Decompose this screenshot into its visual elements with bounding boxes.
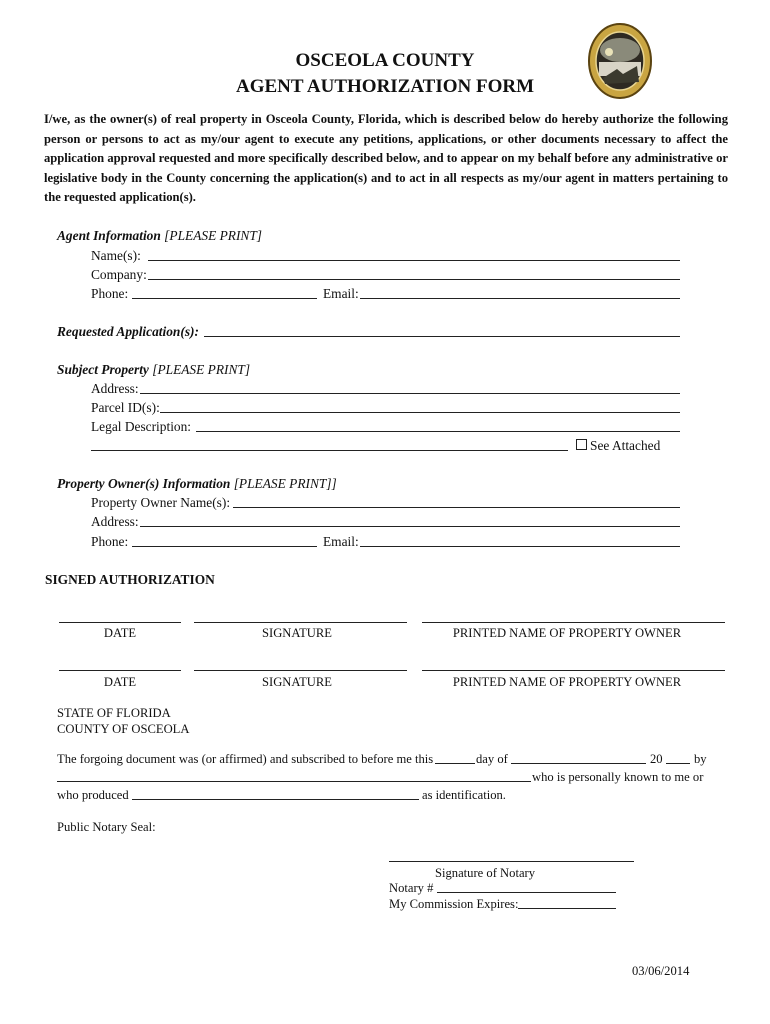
legal-description-field-line2[interactable]	[91, 450, 568, 451]
parcel-id-label: Parcel ID(s):	[91, 400, 160, 415]
date-caption-1: DATE	[103, 626, 137, 640]
agent-company-field[interactable]	[148, 279, 680, 280]
legal-description-field[interactable]	[196, 431, 680, 432]
see-attached-checkbox[interactable]	[576, 439, 587, 450]
notary-month-field[interactable]	[511, 763, 646, 764]
form-title-county: OSCEOLA COUNTY	[295, 50, 475, 71]
agent-phone-label: Phone:	[91, 286, 129, 301]
subject-print-note: [PLEASE PRINT]	[152, 362, 251, 377]
form-revision-date: 03/06/2014	[632, 964, 690, 978]
form-title: AGENT AUTHORIZATION FORM	[235, 76, 535, 97]
requested-application-label: Requested Application(s):	[57, 324, 199, 339]
signed-authorization-heading: SIGNED AUTHORIZATION	[45, 572, 215, 587]
agent-names-field[interactable]	[148, 260, 680, 261]
notary-signature-field[interactable]	[389, 861, 634, 862]
owner-heading: Property Owner(s) Information	[57, 476, 231, 491]
county-label: COUNTY OF OSCEOLA	[57, 722, 190, 736]
notary-by-label: by	[694, 752, 707, 766]
notary-identification-text: as identification.	[422, 788, 506, 802]
subject-address-label: Address:	[91, 381, 139, 396]
owner-address-field[interactable]	[140, 526, 680, 527]
notary-statement-part1: The forgoing document was (or affirmed) and subscribed to before me this	[57, 752, 434, 766]
county-seal-icon	[587, 22, 653, 100]
notary-number-label: Notary #	[389, 881, 434, 895]
agent-heading: Agent Information	[57, 228, 161, 243]
notary-produced-label: who produced	[57, 788, 129, 802]
authorization-statement: I/we, as the owner(s) of real property in Osceola County, Florida, which is described below do hereby authorize the following person or persons to act as my/our agent to execute any petitions, applications, or other documents necessary to affect the application approval requested and more specifically described below, and to appear on my behalf before any administrative or legislative body in the County concerning the application(s) and to act in all respects as my/our agent in matters pertaining to the requested application(s).	[44, 112, 728, 204]
agent-email-label: Email:	[323, 286, 359, 301]
printed-name-field-2[interactable]	[422, 670, 725, 671]
owner-section-heading	[57, 476, 337, 492]
date-caption-2: DATE	[103, 675, 137, 689]
date-field-1[interactable]	[59, 622, 181, 623]
signature-field-2[interactable]	[194, 670, 407, 671]
legal-description-label: Legal Description:	[91, 419, 192, 434]
date-field-2[interactable]	[59, 670, 181, 671]
agent-print-note: [PLEASE PRINT]	[164, 228, 262, 243]
signature-caption-2: SIGNATURE	[262, 675, 332, 689]
see-attached-label: See Attached	[590, 438, 661, 453]
signature-field-1[interactable]	[194, 622, 407, 623]
printed-name-caption-2: PRINTED NAME OF PROPERTY OWNER	[452, 675, 682, 689]
agent-names-label: Name(s):	[91, 248, 141, 263]
notary-signature-caption: Signature of Notary	[435, 866, 536, 880]
owner-name-field[interactable]	[233, 507, 680, 508]
notary-number-field[interactable]	[437, 892, 616, 893]
printed-name-caption-1: PRINTED NAME OF PROPERTY OWNER	[452, 626, 682, 640]
printed-name-field-1[interactable]	[422, 622, 725, 623]
notary-seal-label: Public Notary Seal:	[57, 820, 156, 834]
subject-section-heading	[57, 362, 250, 378]
subject-address-field[interactable]	[140, 393, 680, 394]
parcel-id-field[interactable]	[160, 412, 680, 413]
notary-known-text: who is personally known to me or	[532, 770, 704, 784]
owner-phone-label: Phone:	[91, 534, 129, 549]
requested-application-field[interactable]	[204, 336, 680, 337]
owner-email-label: Email:	[323, 534, 359, 549]
notary-day-of-label: day of	[476, 752, 508, 766]
agent-section-heading	[57, 228, 262, 244]
agent-company-label: Company:	[91, 267, 147, 282]
notary-day-field[interactable]	[435, 763, 475, 764]
notary-identification-field[interactable]	[132, 799, 419, 800]
notary-year-prefix: 20	[650, 752, 663, 766]
agent-email-field[interactable]	[360, 298, 680, 299]
owner-email-field[interactable]	[360, 546, 680, 547]
agent-phone-field[interactable]	[132, 298, 317, 299]
owner-address-label: Address:	[91, 514, 139, 529]
owner-name-label: Property Owner Name(s):	[91, 495, 231, 510]
notary-person-field[interactable]	[57, 781, 531, 782]
owner-print-note: [PLEASE PRINT]]	[233, 476, 337, 491]
signature-caption-1: SIGNATURE	[262, 626, 332, 640]
notary-year-field[interactable]	[666, 763, 690, 764]
state-label: STATE OF FLORIDA	[57, 706, 171, 720]
owner-phone-field[interactable]	[132, 546, 317, 547]
subject-heading: Subject Property	[57, 362, 149, 377]
notary-commission-field[interactable]	[518, 908, 616, 909]
notary-commission-label: My Commission Expires:	[389, 897, 519, 911]
